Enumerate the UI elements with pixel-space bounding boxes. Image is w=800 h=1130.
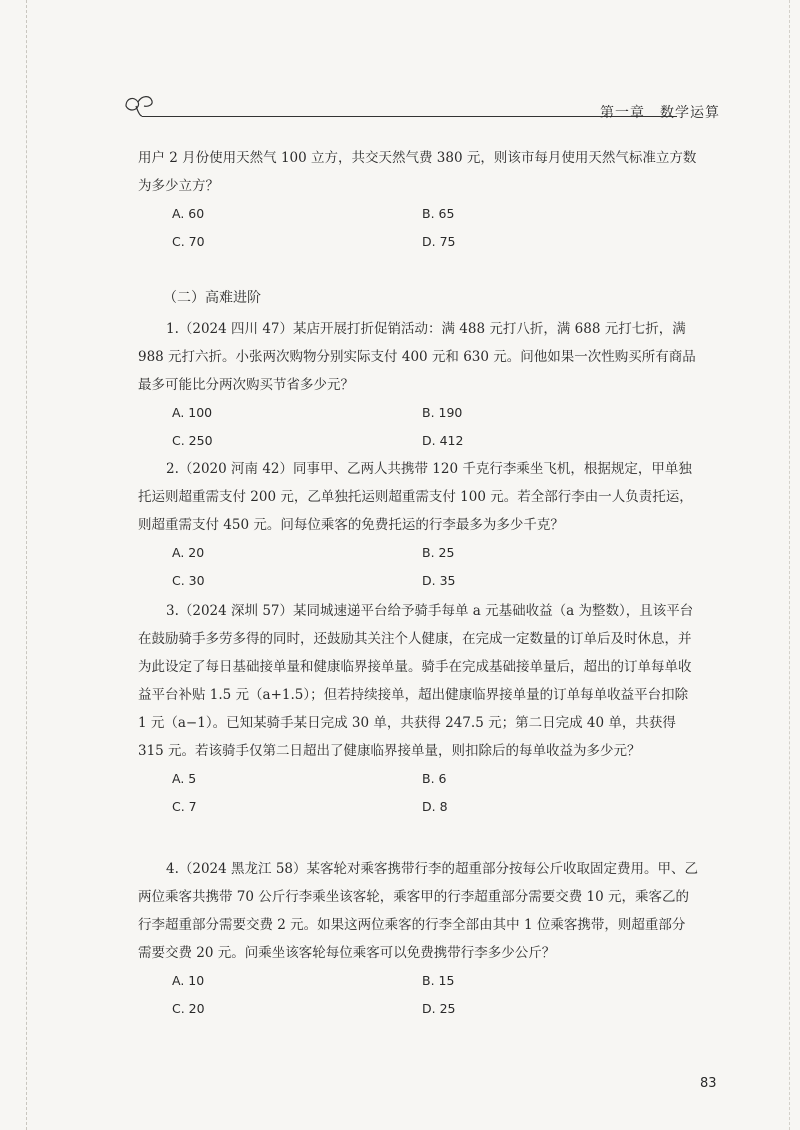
running-header (120, 92, 720, 128)
option-b: B. 190 (422, 405, 463, 420)
options-row (138, 765, 698, 793)
options-row (138, 399, 698, 427)
page-edge-left (26, 0, 27, 1130)
question-text: 4.（2024 黑龙江 58）某客轮对乘客携带行李的超重部分按每公斤收取固定费用。甲、乙两位乘客共携带 70 公斤行李乘坐该客轮，乘客甲的行李超重部分需要交费 10 元，乘客乙的行李超重部分需要交费 2 元。如果这两位乘客的行李全部由其中 1 位乘客携带，则超重部分需要交费 20 元。问乘坐该客轮每位乘客可以免费携带行李多少公斤？ (138, 861, 698, 961)
chapter-title: 第一章 数学运算 (600, 105, 720, 121)
option-d: D. 412 (422, 433, 464, 448)
option-c: C. 20 (172, 1001, 205, 1016)
option-d: D. 8 (422, 799, 448, 814)
question-3 (138, 597, 698, 821)
option-c: C. 250 (172, 433, 213, 448)
page-number: 83 (700, 1076, 717, 1091)
options-row (138, 427, 698, 455)
sprout-icon (120, 92, 158, 128)
section-title: （二）高难进阶 (163, 290, 261, 306)
options-row (138, 200, 698, 228)
option-c: C. 70 (172, 234, 205, 249)
question-1 (138, 315, 698, 455)
options-row (138, 793, 698, 821)
option-a: A. 100 (172, 405, 213, 420)
option-a: A. 60 (172, 206, 205, 221)
option-a: A. 5 (172, 771, 197, 786)
question-text: 2.（2020 河南 42）同事甲、乙两人共携带 120 千克行李乘坐飞机，根据规定，甲单独托运则超重需支付 200 元，乙单独托运则超重需支付 100 元。若全部行李由一人负责托运，则超重需支付 450 元。问每位乘客的免费托运的行李最多为多少千克？ (138, 461, 693, 533)
options-row (138, 995, 698, 1023)
options-row (138, 967, 698, 995)
continued-question (138, 144, 698, 256)
options-row (138, 539, 698, 567)
option-d: D. 25 (422, 1001, 456, 1016)
option-d: D. 35 (422, 573, 456, 588)
question-4 (138, 855, 698, 1023)
option-c: C. 30 (172, 573, 205, 588)
header-rule (142, 116, 677, 117)
page-edge-right (789, 0, 790, 1130)
option-b: B. 15 (422, 973, 455, 988)
options-row (138, 567, 698, 595)
option-a: A. 10 (172, 973, 205, 988)
option-b: B. 65 (422, 206, 455, 221)
option-a: A. 20 (172, 545, 205, 560)
option-b: B. 25 (422, 545, 455, 560)
question-2 (138, 455, 698, 595)
option-b: B. 6 (422, 771, 447, 786)
question-text: 3.（2024 深圳 57）某同城速递平台给予骑手每单 a 元基础收益（a 为整数），且该平台在鼓励骑手多劳多得的同时，还鼓励其关注个人健康，在完成一定数量的订单后及时休息，并为此设定了每日基础接单量和健康临界接单量。骑手在完成基础接单量后，超出的订单每单收益平台补贴 1.5 元（a+1.5）；但若持续接单，超出健康临界接单量的订单每单收益平台扣除 1 元（a−1）。已知某骑手某日完成 30 单，共获得 247.5 元；第二日完成 40 单，共获得 315 元。若该骑手仅第二日超出了健康临界接单量，则扣除后的每单收益为多少元？ (138, 603, 694, 759)
question-text: 用户 2 月份使用天然气 100 立方，共交天然气费 380 元，则该市每月使用天然气标准立方数为多少立方？ (138, 150, 697, 194)
question-text: 1.（2024 四川 47）某店开展打折促销活动：满 488 元打八折，满 688 元打七折，满 988 元打六折。小张两次购物分别实际支付 400 元和 630 元。问他如果一次性购买所有商品最多可能比分两次购买节省多少元？ (138, 321, 696, 393)
options-row (138, 228, 698, 256)
option-d: D. 75 (422, 234, 456, 249)
option-c: C. 7 (172, 799, 197, 814)
